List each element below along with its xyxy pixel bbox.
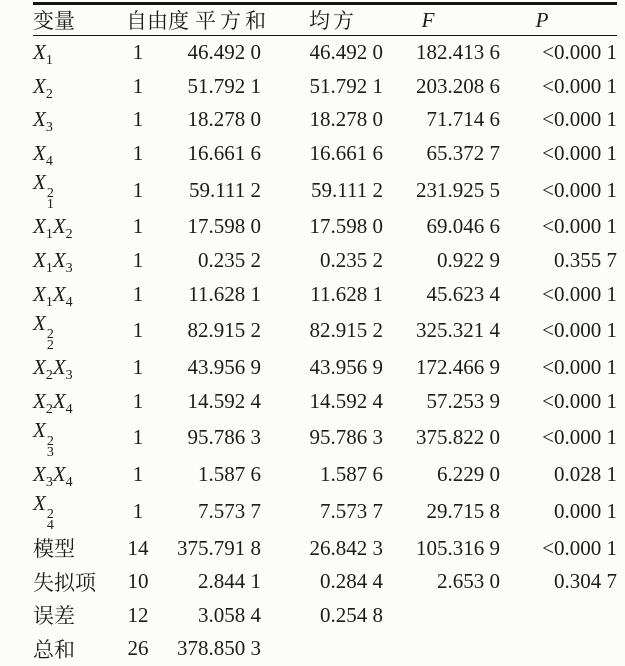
cell-p-value: <0.000 1 <box>542 425 617 450</box>
col-header-mean-square: 均方 <box>261 4 383 36</box>
cell-p-value: 0.000 1 <box>554 498 617 523</box>
cell-variable: $X_4$ <box>33 140 53 169</box>
cell-mean-square: 82.915 2 <box>309 318 383 343</box>
cell-sum-of-squares: 11.628 1 <box>188 281 261 306</box>
cell-f-value: 375.822 0 <box>416 425 500 450</box>
cell-f-value: 29.715 8 <box>426 498 500 523</box>
cell-variable: $X_2X_4$ <box>33 388 73 417</box>
table-row <box>33 384 617 418</box>
cell-mean-square: 43.956 9 <box>309 355 383 380</box>
cell-degrees-of-freedom: 1 <box>132 318 144 343</box>
cell-variable: 失拟项 <box>33 570 96 595</box>
cell-sum-of-squares: 3.058 4 <box>198 602 261 627</box>
cell-f-value: 71.714 6 <box>426 107 500 132</box>
cell-degrees-of-freedom: 26 <box>127 636 149 661</box>
cell-sum-of-squares: 17.598 0 <box>187 214 261 239</box>
cell-mean-square: 0.254 8 <box>320 602 383 627</box>
cell-f-value: 57.253 9 <box>426 388 500 413</box>
col-header-p-value: P <box>500 4 617 36</box>
cell-sum-of-squares: 2.844 1 <box>198 569 261 594</box>
col-header-variable: 变量 <box>33 4 103 36</box>
cell-variable: $X_3X_4$ <box>33 462 73 491</box>
table-row <box>33 351 617 385</box>
cell-mean-square: 51.792 1 <box>309 73 383 98</box>
cell-degrees-of-freedom: 1 <box>132 73 144 98</box>
cell-sum-of-squares: 95.786 3 <box>187 425 261 450</box>
cell-f-value: 2.653 0 <box>437 569 500 594</box>
cell-mean-square: 11.628 1 <box>310 281 383 306</box>
col-header-f-value: F <box>383 4 500 36</box>
cell-sum-of-squares: 375.791 8 <box>177 535 261 560</box>
cell-sum-of-squares: 378.850 3 <box>177 636 261 661</box>
cell-mean-square: 46.492 0 <box>309 40 383 65</box>
header-row <box>33 4 617 36</box>
cell-p-value: 0.304 7 <box>554 569 617 594</box>
table-row <box>33 458 617 492</box>
cell-degrees-of-freedom: 1 <box>132 281 144 306</box>
cell-sum-of-squares: 0.235 2 <box>198 248 261 272</box>
table-row <box>33 70 617 104</box>
cell-p-value: <0.000 1 <box>542 214 617 239</box>
cell-variable: $X_1X_3$ <box>33 248 73 276</box>
table-header <box>33 4 617 36</box>
cell-sum-of-squares: 7.573 7 <box>198 498 261 523</box>
cell-sum-of-squares: 14.592 4 <box>187 388 261 413</box>
cell-sum-of-squares: 43.956 9 <box>187 355 261 380</box>
cell-variable: $X_2X_3$ <box>33 355 73 384</box>
col-header-sum-of-squares: 平方和 <box>150 4 261 36</box>
cell-mean-square: 7.573 7 <box>320 498 383 523</box>
table-row <box>33 491 617 531</box>
cell-variable: 总和 <box>33 637 75 662</box>
cell-mean-square: 0.284 4 <box>320 569 383 594</box>
cell-degrees-of-freedom: 1 <box>132 388 144 413</box>
cell-f-value: 325.321 4 <box>416 318 500 343</box>
cell-mean-square: 95.786 3 <box>309 425 383 450</box>
cell-p-value <box>500 599 617 633</box>
cell-degrees-of-freedom: 1 <box>132 177 144 202</box>
cell-p-value: <0.000 1 <box>542 318 617 343</box>
cell-f-value: 105.316 9 <box>416 535 500 560</box>
cell-p-value: <0.000 1 <box>542 140 617 165</box>
cell-degrees-of-freedom: 1 <box>132 248 144 272</box>
cell-degrees-of-freedom: 1 <box>132 140 144 165</box>
cell-variable: 误差 <box>33 604 75 629</box>
cell-variable: X 2 1 <box>33 170 54 213</box>
cell-f-value: 182.413 6 <box>416 40 500 65</box>
cell-variable: X 2 4 <box>33 491 54 534</box>
cell-degrees-of-freedom: 10 <box>127 569 149 594</box>
cell-f-value <box>383 599 500 633</box>
cell-variable: X 2 3 <box>33 417 54 460</box>
cell-p-value: <0.000 1 <box>542 388 617 413</box>
table-row <box>33 565 617 599</box>
table-row <box>33 137 617 171</box>
table-row <box>33 210 617 244</box>
table-row <box>33 599 617 633</box>
cell-variable: $X_1X_4$ <box>33 281 73 310</box>
table-row <box>33 277 617 311</box>
cell-sum-of-squares: 46.492 0 <box>187 40 261 65</box>
col-header-degrees-of-freedom: 自由度 <box>103 4 150 36</box>
cell-f-value: 203.208 6 <box>416 73 500 98</box>
cell-p-value <box>500 632 617 666</box>
cell-mean-square: 14.592 4 <box>309 388 383 413</box>
cell-p-value: <0.000 1 <box>542 40 617 65</box>
table-row <box>33 36 617 70</box>
cell-mean-square: 17.598 0 <box>309 214 383 239</box>
cell-variable: $X_3$ <box>33 107 53 136</box>
cell-f-value: 65.372 7 <box>426 140 500 165</box>
cell-variable: $X_1X_2$ <box>33 214 73 243</box>
cell-variable: $X_2$ <box>33 73 53 102</box>
cell-degrees-of-freedom: 12 <box>127 602 149 627</box>
cell-sum-of-squares: 82.915 2 <box>187 318 261 343</box>
cell-p-value: <0.000 1 <box>542 355 617 380</box>
cell-degrees-of-freedom: 1 <box>132 107 144 132</box>
cell-sum-of-squares: 16.661 6 <box>187 140 261 165</box>
table-row <box>33 244 617 278</box>
cell-sum-of-squares: 51.792 1 <box>187 73 261 98</box>
anova-table <box>33 2 617 666</box>
cell-p-value: <0.000 1 <box>542 73 617 98</box>
cell-variable: X 2 2 <box>33 310 54 353</box>
cell-mean-square: 18.278 0 <box>309 107 383 132</box>
cell-f-value: 231.925 5 <box>416 177 500 202</box>
table-row <box>33 632 617 666</box>
table-body <box>33 36 617 666</box>
cell-variable: $X_1$ <box>33 40 53 69</box>
cell-mean-square: 0.235 2 <box>320 248 383 272</box>
cell-f-value: 45.623 4 <box>426 281 500 306</box>
cell-f-value: 172.466 9 <box>416 355 500 380</box>
cell-mean-square <box>261 632 383 666</box>
table-row <box>33 418 617 458</box>
cell-mean-square: 16.661 6 <box>309 140 383 165</box>
cell-degrees-of-freedom: 1 <box>132 355 144 380</box>
table-row <box>33 531 617 565</box>
cell-sum-of-squares: 1.587 6 <box>198 462 261 487</box>
cell-f-value: 6.229 0 <box>437 462 500 487</box>
cell-p-value: 0.028 1 <box>554 462 617 487</box>
cell-p-value: <0.000 1 <box>542 177 617 202</box>
table-row <box>33 311 617 351</box>
cell-degrees-of-freedom: 1 <box>132 214 144 239</box>
cell-mean-square: 1.587 6 <box>320 462 383 487</box>
cell-degrees-of-freedom: 1 <box>132 425 144 450</box>
cell-p-value: <0.000 1 <box>542 107 617 132</box>
table-row <box>33 103 617 137</box>
cell-f-value: 69.046 6 <box>426 214 500 239</box>
cell-degrees-of-freedom: 1 <box>132 40 144 65</box>
cell-f-value: 0.922 9 <box>437 248 500 272</box>
cell-variable: 模型 <box>33 537 75 562</box>
cell-p-value: <0.000 1 <box>542 281 617 306</box>
cell-degrees-of-freedom: 14 <box>127 535 149 560</box>
cell-f-value <box>383 632 500 666</box>
cell-degrees-of-freedom: 1 <box>132 498 144 523</box>
cell-p-value: <0.000 1 <box>542 535 617 560</box>
cell-sum-of-squares: 59.111 2 <box>189 177 261 202</box>
cell-sum-of-squares: 18.278 0 <box>187 107 261 132</box>
cell-p-value: 0.355 7 <box>554 248 617 272</box>
cell-mean-square: 59.111 2 <box>311 177 383 202</box>
table-row <box>33 170 617 210</box>
cell-mean-square: 26.842 3 <box>309 535 383 560</box>
cell-degrees-of-freedom: 1 <box>132 462 144 487</box>
